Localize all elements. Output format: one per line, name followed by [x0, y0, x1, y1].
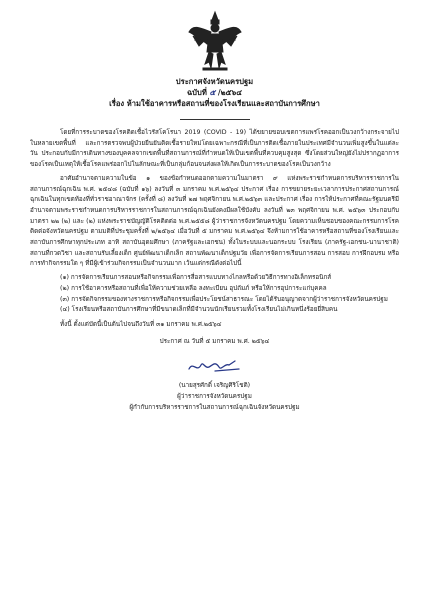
announcement-heading — [30, 76, 399, 109]
subject-line: เรื่อง ห้ามใช้อาคารหรือสถานที่ของโรงเรียนและสถาบันการศึกษา — [109, 99, 320, 108]
emblem-container — [30, 10, 399, 76]
effective-period: ทั้งนี้ ตั้งแต่บัดนี้เป็นต้นไปจนถึงวันที่ ๓๑ มกราคม พ.ศ.๒๕๖๔ — [60, 320, 222, 328]
exception-item-2: (๒) การใช้อาคารหรือสถานที่เพื่อให้ความช่วยเหลือ ลงทะเบียน อุปถัมภ์ หรือให้การอุปการะแก่บุคคล — [60, 284, 327, 292]
order-number-line — [30, 87, 399, 98]
signer-name: (นายสุรศักดิ์ เจริญศิริโชติ) — [178, 382, 251, 390]
order-number: ๕ — [209, 88, 216, 97]
announcement-date: ประกาศ ณ วันที่ ๕ มกราคม พ.ศ. ๒๕๖๔ — [159, 337, 270, 345]
order-prefix: ฉบับที่ — [187, 88, 207, 97]
signer-title: ผู้ว่าราชการจังหวัดนครปฐม — [177, 393, 252, 401]
exception-item-3: (๓) การจัดกิจกรรมของทางราชการหรือกิจกรรมเพื่อประโยชน์สาธารณะ โดยได้รับอนุญาตจากผู้ว่าราชการจังหวัดนครปฐม — [60, 295, 388, 303]
signature-block — [30, 355, 399, 413]
paragraph-background: โดยที่การระบาดของโรคติดเชื้อไวรัสโคโรนา 2019 (COVID - 19) ได้ขยายขอบเขตการแพร่โรคออกเป็นวงกว้างกระจายไปในหลายเขตพื้นที่ และการตรวจพบผู้ป่วยยืนยันติดเชื้อรายใหม่โดยเฉพาะกรณีที่เป็นการติดเชื้อภายในประเทศมีจำนวนเพิ่มสูงขึ้นในแต่ละวัน ประกอบกับมีการเดินทางของบุคคลจากเขตพื้นที่สถานการณ์ที่กำหนดให้เป็นเขตพื้นที่ควบคุมสูงสุด ซึ่งโดยส่วนใหญ่ยังไม่ปรากฏอาการของโรคเป็นเหตุให้เชื้อโรคแพร่ออกไปในลักษณะที่เป็นกลุ่มก้อนจนส่งผลให้เกิดเป็นการระบาดของโรคเป็นวงกว้าง — [30, 129, 399, 169]
order-suffix: /๒๕๖๔ — [217, 88, 242, 97]
paragraph-authority: อาศัยอำนาจตามความในข้อ ๑ ของข้อกำหนดออกตามความในมาตรา ๙ แห่งพระราชกำหนดการบริหารราชการในสถานการณ์ฉุกเฉิน พ.ศ. ๒๕๔๘ (ฉบับที่ ๑๖) ลงวันที่ ๓ มกราคม พ.ศ.๒๕๖๔ ประกาศ เรื่อง การขยายระยะเวลาการประกาศสถานการณ์ฉุกเฉินในทุกเขตท้องที่ทั่วราชอาณาจักร (ครั้งที่ ๘) ลงวันที่ ๒๗ พฤศจิกายน พ.ศ.๒๕๖๓ และประกาศ เรื่อง การให้ประกาศที่คณะรัฐมนตรีมีอำนาจตามพระราชกำหนดการบริหารราชการในสถานการณ์ฉุกเฉินยังคงมีผลใช้บังคับ ลงวันที่ ๒๓ พฤศจิกายน พ.ศ. ๒๕๖๓ ประกอบกับมาตรา ๒๒ (๒) และ (๒) แห่งพระราชบัญญัติโรคติดต่อ พ.ศ.๒๕๕๘ ผู้ว่าราชการจังหวัดนครปฐม โดยความเห็นชอบของคณะกรรมการโรคติดต่อจังหวัดนครปฐม ตามมติที่ประชุมครั้งที่ ๒/๒๕๖๔ เมื่อวันที่ ๕ มกราคม พ.ศ.๒๕๖๔ จึงห้ามการใช้อาคารหรือสถานที่ของโรงเรียนและสถาบันการศึกษาทุกประเภท อาทิ สถาบันอุดมศึกษา (ภาครัฐและเอกชน) ทั้งในระบบและนอกระบบ โรงเรียน (ภาครัฐ-เอกชน-นานาชาติ) สถานที่กวดวิชา และสถานรับเลี้ยงเด็ก ศูนย์พัฒนาเด็กเล็ก สถานพัฒนาเด็กปฐมวัย เพื่อการจัดการเรียนการสอน การสอบ การฝึกอบรม หรือการทำกิจกรรมใด ๆ ที่มีผู้เข้าร่วมกิจกรรมเป็นจำนวนมาก เว้นแต่กรณีดังต่อไปนี้ — [30, 174, 399, 268]
handwritten-signature-icon — [185, 355, 245, 377]
signer-role: ผู้กำกับการบริหารราชการในสถานการณ์ฉุกเฉินจังหวัดนครปฐม — [129, 403, 300, 411]
issuer-title: ประกาศจังหวัดนครปฐม — [175, 77, 254, 86]
garuda-emblem-icon — [187, 10, 243, 72]
exception-item-1: (๑) การจัดการเรียนการสอนหรือกิจกรรมเพื่อการสื่อสารแบบทางไกลหรือด้วยวิธีการทางอิเล็กทรอนิกส์ — [60, 274, 332, 282]
heading-divider — [180, 119, 250, 120]
exception-item-4: (๔) โรงเรียนหรือสถาบันการศึกษาที่มีขนาดเล็กที่มีจำนวนนักเรียนรวมทั้งโรงเรียนไม่เกินหนึ่งร้อยยี่สิบคน — [60, 306, 338, 314]
